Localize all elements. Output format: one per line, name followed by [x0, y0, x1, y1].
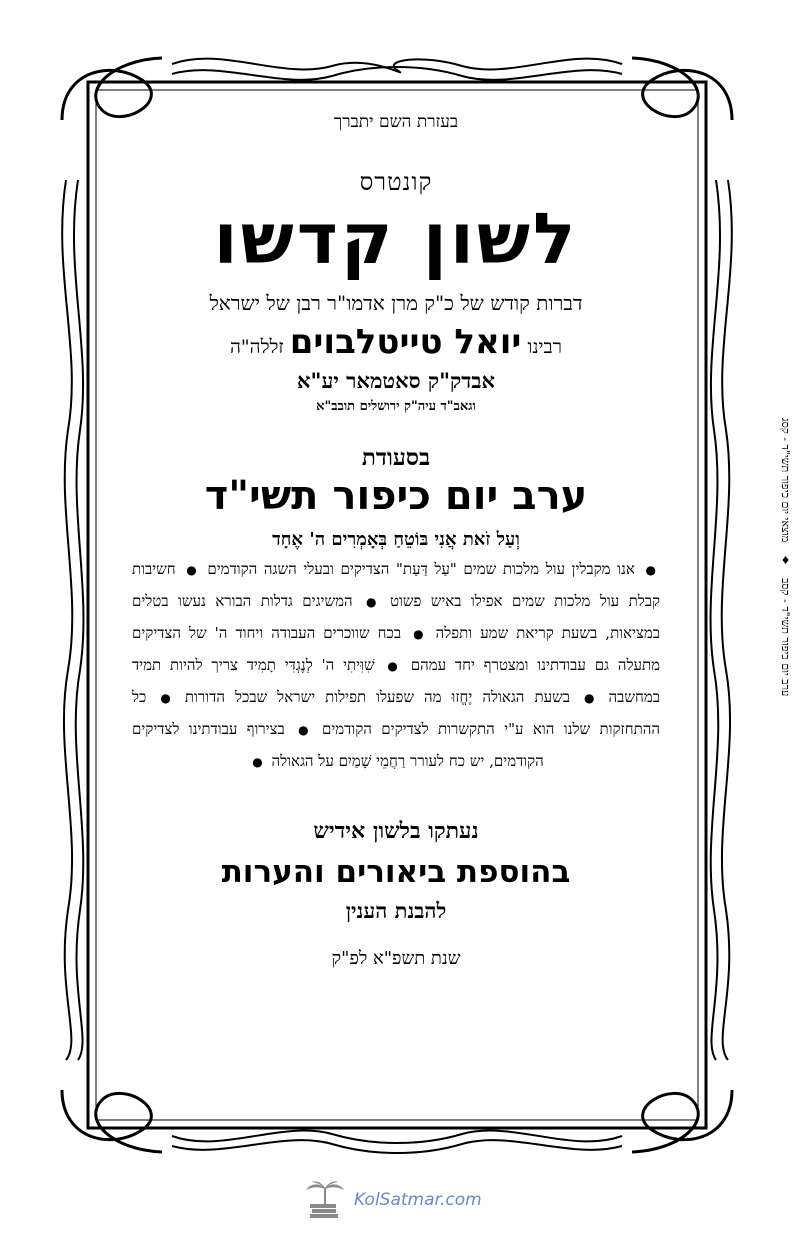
- diamond-icon: ♦: [779, 553, 792, 567]
- rebbe-suffix: זללה"ה: [230, 335, 284, 358]
- bullet-icon: ●: [387, 658, 398, 673]
- topic-item: בכח שווכרים העבודה ויחוד ה' של הצדיקים מתעלה גם עבודתינו ומצטרף יחד עמהם: [132, 623, 660, 674]
- topic-item: כל ההתחזקות שלנו הוא ע"י התקשרות לצדיקים הקודמים: [132, 687, 660, 738]
- understanding-label: להבנת הענין: [345, 897, 447, 923]
- book-title: לשון קדשו: [213, 198, 579, 280]
- side-note-line1: ערב יום כיפור תשי"ד - קסב: [779, 578, 792, 697]
- bullet-icon: ●: [645, 562, 656, 577]
- bullet-icon: ●: [366, 594, 377, 609]
- translated-label: נעתקו בלשון אידיש: [313, 817, 479, 844]
- verse-line: וְעַל זֹאת אֲנִי בּוֹטֵחַ בְּאָמְרִים ה' אֶחָד: [272, 528, 520, 550]
- topic-item: בשעת הגאולה יֶחֱזוּ מה שפעלו תפילות ישראל שבכל הדורות: [184, 687, 570, 706]
- topic-item: אנו מקבלין עול מלכות שמים "עַל דַּעַת" הצדיקים ובעלי השגה הקודמים: [207, 559, 635, 578]
- rebbe-name: יואל טייטלבוים: [289, 321, 522, 362]
- topic-item: שִׁוִּיתִי ה' לְנֶגְדִּי תָמִיד צריך להיות תמיד במחשבה: [132, 655, 660, 706]
- rebbe-line: [132, 322, 660, 362]
- occasion-date: ערב יום כיפור תשי"ד: [204, 472, 588, 519]
- topic-item: בצירוף עבודתינו לצדיקים הקודמים, יש כח לעורר רַחֲמֵי שָׁמַיִם על הגאולה: [132, 719, 544, 770]
- bullet-icon: ●: [160, 690, 171, 705]
- watermark-text: KolSatmar.com: [354, 1190, 482, 1210]
- occasion-label: בסעודת: [361, 443, 431, 471]
- rebbe-prefix: רבינו: [527, 335, 562, 358]
- rebbe-subtitle: וגאב"ד עיה"ק ירושלים תובב"א: [316, 398, 476, 414]
- blessing-header: בעזרת השם יתברך: [333, 112, 459, 132]
- publication-year: שנת תשפ"א לפ"ק: [331, 947, 461, 969]
- bullet-icon: ●: [298, 722, 309, 737]
- side-running-header: [772, 418, 792, 888]
- intro-line: דברות קודש של כ"ק מרן אדמו"ר רבן של ישראל: [209, 290, 583, 315]
- title-page-content: [132, 108, 660, 969]
- side-note-line2: מוצאי יום כיפור תשי"ד - קסג: [779, 418, 792, 543]
- addition-label: בהוספת ביאורים והערות: [221, 853, 571, 890]
- kuntres-label: קונטרס: [359, 168, 433, 196]
- bullet-icon: ●: [252, 754, 263, 769]
- topic-item: המשיגים גדלות הבורא נעשו בטלים במציאות, בשעת קריאת שמע ותפלה: [132, 591, 660, 642]
- rebbe-title: אבדק"ק סאטמאר יע"א: [297, 367, 495, 393]
- bullet-icon: ●: [413, 626, 424, 641]
- topic-item: חשיבות קבלת עול מלכות שמים אפילו באיש פשוט: [132, 559, 660, 610]
- watermark: [302, 1180, 482, 1220]
- topics-list: [132, 554, 660, 778]
- bullet-icon: ●: [186, 562, 197, 577]
- side-note-text: [779, 418, 792, 696]
- bullet-icon: ●: [583, 690, 595, 705]
- palm-books-icon: [302, 1180, 348, 1220]
